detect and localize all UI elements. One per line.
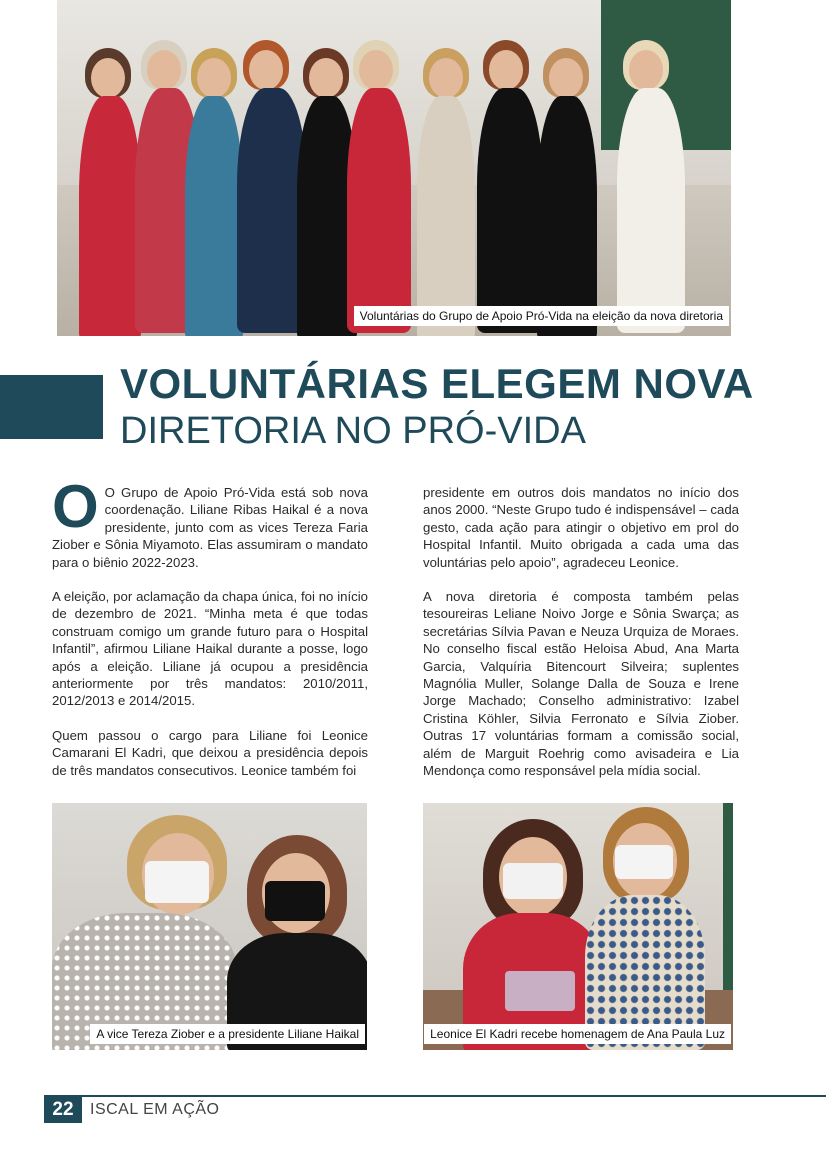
magazine-name: ISCAL EM AÇÃO: [90, 1101, 220, 1118]
tribute-photo-caption: Leonice El Kadri recebe homenagem de Ana Paula Luz: [424, 1024, 731, 1044]
vice-president-photo-caption: A vice Tereza Ziober e a presidente Liliane Haikal: [90, 1024, 365, 1044]
article-paragraph-3-end: presidente em outros dois mandatos no início dos anos 2000. “Neste Grupo tudo é indispensável – cada gesto, cada ação para atingir o objetivo em prol do Hospital Infantil. Muito obrigada a cada uma das voluntárias pelo apoio”, agradeceu Leonice.: [423, 485, 739, 570]
article-column-left: [52, 473, 368, 796]
article-paragraph-3-start: Quem passou o cargo para Liliane foi Leonice Camarani El Kadri, que deixou a presidência depois de três mandatos consecutivos. Leonice também foi: [52, 727, 368, 778]
headline-line2: DIRETORIA NO PRÓ-VIDA: [120, 410, 586, 452]
headline-line1: VOLUNTÁRIAS ELEGEM NOVA: [120, 360, 754, 407]
article-paragraph-4: A nova diretoria é composta também pelas tesoureiras Leliane Noivo Jorge e Sônia Swarça; as secretárias Sílvia Pavan e Neuza Urquiza de Moraes. No conselho fiscal estão Heloisa Abud, Ana Marta Garcia, Valquíria Bitencourt Silveira; suplentes Magnólia Muller, Solange Dalla de Souza e Irene Jorge Machado; Conselho administrativo: Izabel Cristina Köhler, Silvia Ferronato e Sílvia Ziober. Outras 17 voluntárias formam a comissão social, além de Marguit Roehrig como avisadeira e Lia Mendonça como responsável pela mídia social.: [423, 589, 739, 779]
article-paragraph-2: A eleição, por aclamação da chapa única, foi no início de dezembro de 2021. “Minha meta é que todas construam comigo um grande futuro para o Hospital Infantil”, afirmou Liliane Haikal durante a posse, logo após a eleição. Liliane já ocupou a presidência anteriormente por três mandatos: 2010/2011, 2012/2013 e 2014/2015.: [52, 589, 368, 709]
page-number: 22: [44, 1097, 82, 1123]
group-photo-caption: Voluntárias do Grupo de Apoio Pró-Vida na eleição da nova diretoria: [354, 306, 729, 326]
article-column-right: [423, 484, 739, 797]
tribute-photo: [423, 803, 733, 1050]
article-paragraph-1: O O Grupo de Apoio Pró-Vida está sob nova coordenação. Liliane Ribas Haikal é a nova presidente, junto com as vices Tereza Faria Ziober e Sônia Miyamoto. Elas assumiram o mandato para o biênio 2022-2023.: [52, 473, 368, 570]
title-accent-bar: [0, 375, 103, 439]
group-photo: [57, 0, 731, 336]
vice-president-photo: [52, 803, 367, 1050]
drop-cap: O: [52, 473, 99, 540]
footer-rule: [44, 1095, 826, 1097]
